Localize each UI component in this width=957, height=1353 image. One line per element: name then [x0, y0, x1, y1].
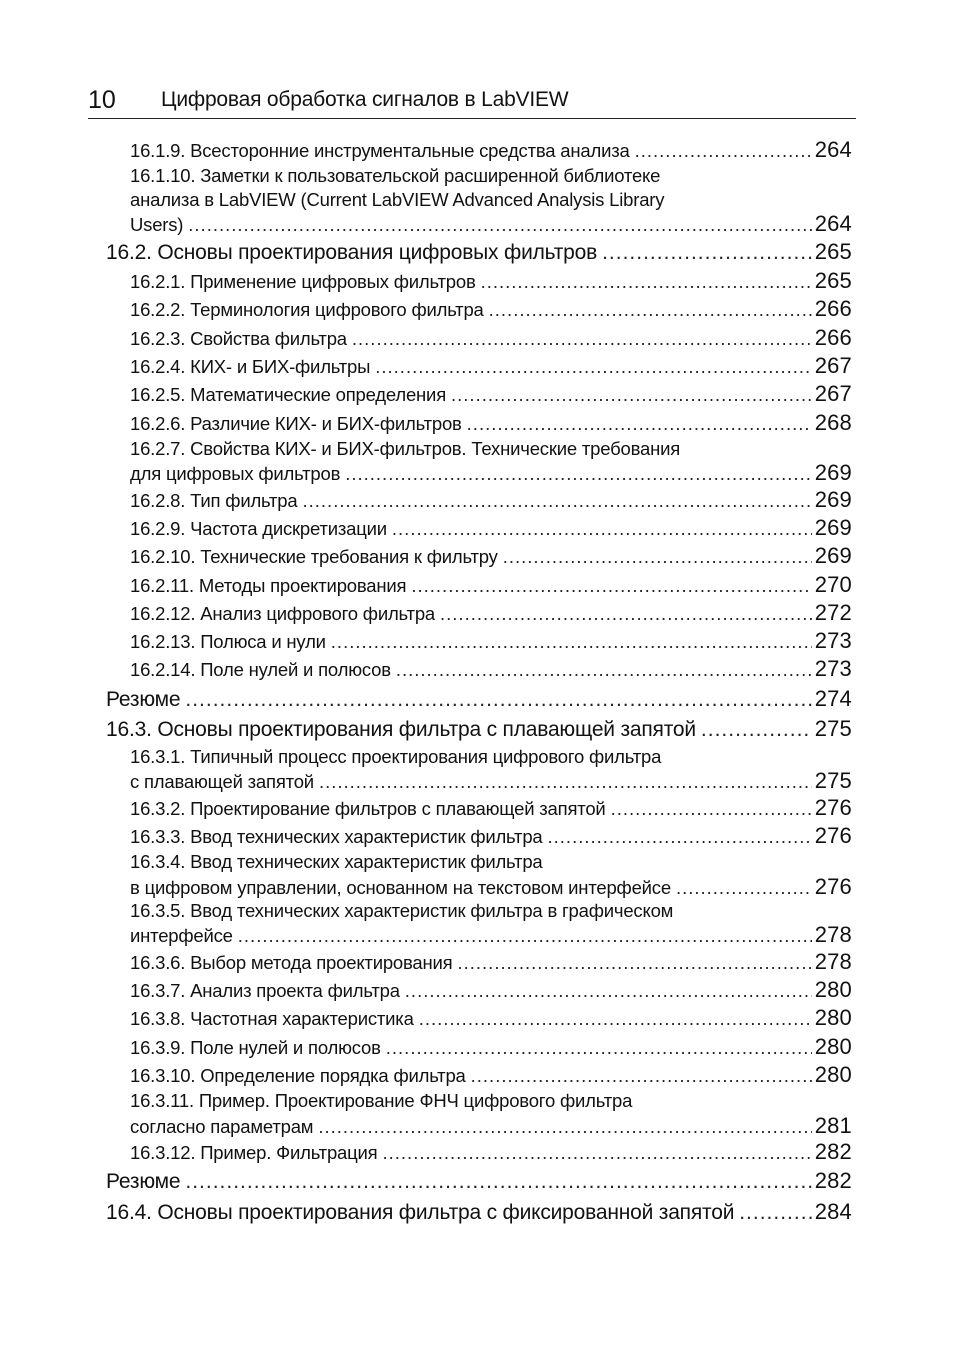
toc-entry-title: 16.2.12. Анализ цифрового фильтра — [130, 602, 436, 624]
toc-subsection — [106, 267, 852, 295]
page-number: 10 — [88, 86, 116, 114]
dot-leader — [676, 875, 812, 900]
toc-subsection — [106, 850, 852, 899]
toc-page-number: 267 — [814, 352, 852, 378]
toc-entry-title: 16.3.7. Анализ проекта фильтра — [130, 980, 400, 1002]
dot-leader — [331, 628, 812, 656]
toc-page-number: 264 — [814, 211, 852, 237]
toc-entry-title-line: 16.2.7. Свойства КИХ- и БИХ-фильтров. Технические требования — [130, 437, 681, 459]
toc-subsection — [106, 136, 852, 164]
toc-page-number: 282 — [814, 1168, 852, 1194]
toc-page-number: 276 — [814, 794, 852, 820]
toc-entry-title-line: 16.3.5. Ввод технических характеристик фильтра в графическом — [130, 899, 674, 921]
toc-entry-title: 16.3.8. Частотная характеристика — [130, 1008, 414, 1030]
toc-page-number: 275 — [814, 768, 852, 794]
toc-entry-title: 16.2.8. Тип фильтра — [130, 489, 298, 511]
toc-entry-title: 16.3. Основы проектирования фильтра с плавающей запятой — [106, 718, 696, 742]
toc-entry-title: 16.2.11. Методы проектирования — [130, 574, 407, 596]
dot-leader — [396, 656, 812, 684]
toc-subsection — [106, 324, 852, 352]
toc-page-number: 269 — [814, 543, 852, 569]
toc-subsection — [106, 1138, 852, 1166]
toc-section — [106, 1166, 852, 1197]
dot-leader — [345, 461, 811, 486]
toc-entry-title: 16.3.3. Ввод технических характеристик фильтра — [130, 825, 543, 847]
toc-entry-title: в цифровом управлении, основанном на текстовом интерфейсе — [130, 876, 671, 898]
toc-entry-title: 16.2.1. Применение цифровых фильтров — [130, 271, 476, 293]
dot-leader — [611, 795, 812, 823]
toc-subsection — [106, 745, 852, 794]
toc-section — [106, 237, 852, 268]
dot-leader — [457, 949, 811, 977]
toc-entry-title: 16.3.12. Пример. Фильтрация — [130, 1142, 378, 1164]
toc-subsection — [106, 899, 852, 948]
dot-leader — [602, 238, 812, 269]
page-header — [88, 86, 856, 118]
toc-entry-title: с плавающей запятой — [130, 771, 314, 793]
toc-entry-title: 16.2.13. Полюса и нули — [130, 631, 326, 653]
toc-entry-title-line: 16.1.10. Заметки к пользовательской расширенной библиотеке — [130, 165, 661, 187]
toc-subsection — [106, 1061, 852, 1089]
dot-leader — [185, 685, 811, 716]
toc-page-number: 280 — [814, 1061, 852, 1087]
dot-leader — [185, 1167, 811, 1198]
toc-page-number: 280 — [814, 977, 852, 1003]
toc-page-number: 265 — [814, 238, 852, 264]
toc-page-number: 272 — [814, 599, 852, 625]
toc-page-number: 274 — [814, 685, 852, 711]
toc-subsection — [106, 1089, 852, 1138]
toc-entry-title: 16.2.3. Свойства фильтра — [130, 327, 347, 349]
toc-page-number: 266 — [814, 324, 852, 350]
toc-page-number: 282 — [814, 1139, 852, 1165]
toc-page-number: 265 — [814, 268, 852, 294]
toc-entry-title: 16.4. Основы проектирования фильтра с фиксированной запятой — [106, 1200, 735, 1224]
toc-page-number: 278 — [814, 922, 852, 948]
dot-leader — [411, 572, 811, 600]
toc-entry-title: Резюме — [106, 1170, 181, 1194]
toc-subsection — [106, 409, 852, 437]
toc-subsection — [106, 655, 852, 683]
toc-subsection — [106, 380, 852, 408]
toc-page-number: 281 — [814, 1112, 852, 1138]
toc-page-number: 273 — [814, 628, 852, 654]
toc-subsection — [106, 486, 852, 514]
toc-entry-title: 16.2. Основы проектирования цифровых фильтров — [106, 240, 598, 264]
dot-leader — [451, 381, 812, 409]
toc-page-number: 266 — [814, 296, 852, 322]
toc-subsection — [106, 571, 852, 599]
dot-leader — [739, 1198, 811, 1229]
toc-subsection — [106, 822, 852, 850]
toc-section — [106, 684, 852, 715]
toc-section — [106, 714, 852, 745]
toc-page-number: 276 — [814, 873, 852, 899]
toc-entry-title: 16.3.6. Выбор метода проектирования — [130, 951, 453, 973]
dot-leader — [383, 1139, 812, 1167]
dot-leader — [352, 325, 812, 353]
toc-entry-title: согласно параметрам — [130, 1115, 314, 1137]
dot-leader — [467, 410, 812, 438]
dot-leader — [386, 1034, 812, 1062]
toc-entry-title: 16.2.14. Поле нулей и полюсов — [130, 659, 391, 681]
toc-page-number: 264 — [814, 137, 852, 162]
toc-subsection — [106, 164, 852, 236]
toc-entry-title: 16.3.9. Поле нулей и полюсов — [130, 1036, 381, 1058]
toc-entry-title: 16.2.10. Технические требования к фильтру — [130, 546, 498, 568]
toc-entry-title: 16.2.9. Частота дискретизации — [130, 517, 387, 539]
toc-entry-title: 16.2.4. КИХ- и БИХ-фильтры — [130, 355, 371, 377]
table-of-contents — [106, 136, 852, 1227]
toc-entry-title: Резюме — [106, 687, 181, 711]
dot-leader — [238, 923, 812, 948]
toc-page-number: 268 — [814, 409, 852, 435]
dot-leader — [440, 600, 812, 628]
header-divider — [88, 118, 856, 119]
toc-subsection — [106, 295, 852, 323]
toc-subsection — [106, 352, 852, 380]
dot-leader — [635, 137, 812, 165]
toc-subsection — [106, 514, 852, 542]
dot-leader — [481, 268, 812, 296]
dot-leader — [392, 515, 812, 543]
running-title: Цифровая обработка сигналов в LabVIEW — [161, 88, 569, 111]
toc-page-number: 270 — [814, 571, 852, 597]
dot-leader — [548, 823, 812, 851]
dot-leader — [319, 769, 812, 794]
toc-page-number: 267 — [814, 381, 852, 407]
toc-entry-title-line: 16.3.4. Ввод технических характеристик фильтра — [130, 851, 543, 873]
toc-entry-title: 16.3.10. Определение порядка фильтра — [130, 1064, 466, 1086]
toc-subsection — [106, 1033, 852, 1061]
toc-page-number: 269 — [814, 460, 852, 486]
toc-entry-title-line: анализа в LabVIEW (Current LabVIEW Advanced Analysis Library — [130, 188, 665, 210]
toc-entry-title: Users) — [130, 214, 184, 236]
toc-subsection — [106, 794, 852, 822]
toc-subsection — [106, 976, 852, 1004]
toc-entry-title: 16.2.2. Терминология цифрового фильтра — [130, 299, 484, 321]
toc-entry-title-line: 16.3.1. Типичный процесс проектирования цифрового фильтра — [130, 745, 662, 767]
toc-entry-title-line: 16.3.11. Пример. Проектирование ФНЧ цифрового фильтра — [130, 1090, 633, 1112]
toc-subsection — [106, 599, 852, 627]
toc-page-number: 273 — [814, 656, 852, 682]
toc-subsection — [106, 627, 852, 655]
toc-entry-title: для цифровых фильтров — [130, 463, 341, 485]
dot-leader — [303, 487, 812, 515]
toc-page-number: 284 — [814, 1198, 852, 1224]
toc-page-number: 280 — [814, 1005, 852, 1031]
toc-section — [106, 1197, 852, 1228]
dot-leader — [405, 977, 812, 1005]
dot-leader — [419, 1005, 812, 1033]
dot-leader — [188, 212, 811, 237]
dot-leader — [375, 353, 811, 381]
toc-entry-title: 16.3.2. Проектирование фильтров с плавающей запятой — [130, 797, 606, 819]
toc-page-number: 278 — [814, 948, 852, 974]
dot-leader — [471, 1062, 812, 1090]
toc-entry-title: 16.2.5. Математические определения — [130, 384, 447, 406]
toc-subsection — [106, 948, 852, 976]
toc-page-number: 276 — [814, 822, 852, 848]
toc-subsection — [106, 437, 852, 486]
toc-subsection — [106, 542, 852, 570]
toc-page-number: 275 — [814, 716, 852, 742]
toc-page-number: 269 — [814, 486, 852, 512]
toc-page-number: 269 — [814, 514, 852, 540]
toc-entry-title: 16.1.9. Всесторонние инструментальные средства анализа — [130, 140, 630, 161]
dot-leader — [503, 543, 812, 571]
dot-leader — [318, 1114, 811, 1139]
dot-leader — [489, 296, 812, 324]
toc-entry-title: 16.2.6. Различие КИХ- и БИХ-фильтров — [130, 412, 462, 434]
toc-subsection — [106, 1004, 852, 1032]
dot-leader — [701, 715, 812, 746]
toc-entry-title: интерфейсе — [130, 925, 233, 947]
toc-page-number: 280 — [814, 1033, 852, 1059]
